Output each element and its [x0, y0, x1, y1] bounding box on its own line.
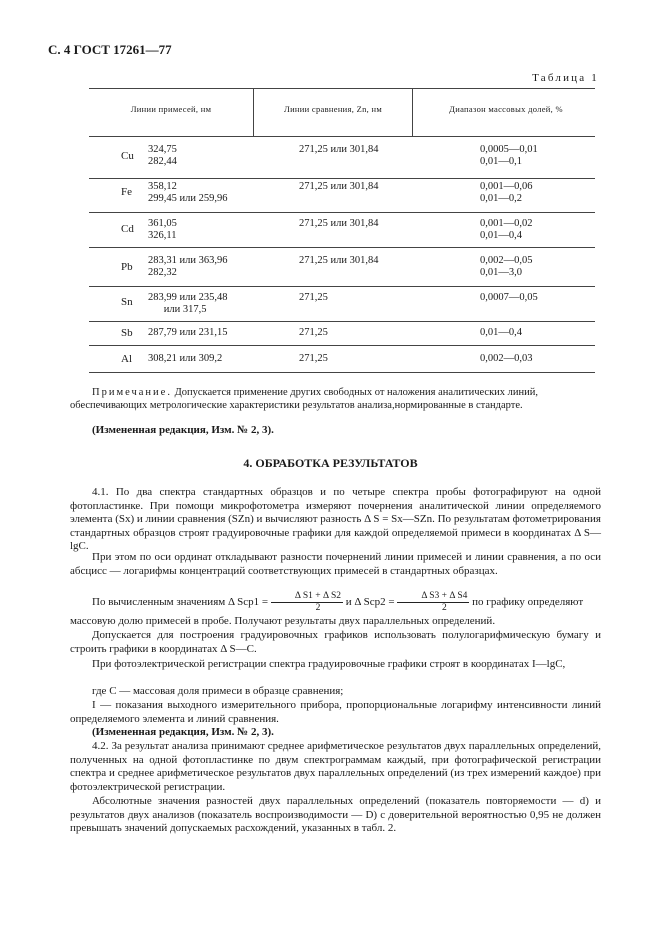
column-header-range: Диапазон массовых долей, % — [449, 104, 563, 114]
formula-trailing-text: по графику определяют — [472, 596, 584, 609]
comparison-line: 271,25 или 301,84 — [299, 255, 379, 266]
paragraph: массовую долю примесей в пробе. Получают результаты двух параллельных определений. — [70, 615, 496, 627]
impurity-lines: 283,31 или 363,96 282,32 — [148, 255, 228, 278]
row-divider — [89, 178, 595, 179]
comparison-line: 271,25 — [299, 327, 328, 338]
table-caption: Таблица 1 — [532, 72, 599, 84]
mass-fraction-range: 0,002—0,05 0,01—3,0 — [480, 255, 533, 278]
element-symbol: Sn — [121, 296, 133, 308]
column-header-lines: Линии примесей, нм — [130, 104, 212, 114]
element-symbol: Pb — [121, 261, 133, 273]
note-text: Допускается применение других свободных от наложения аналитических линий, обеспечивающих метрологические характеристики результатов анализа,нормированные в стандарте. — [70, 387, 539, 411]
column-divider — [412, 88, 413, 136]
paragraph: При этом по оси ординат откладывают разности почернений линии примесей и линии сравнения, а по оси абсцисс — логарифмы концентраций соответствующих примесей в стандартных образцах. — [70, 551, 601, 577]
mass-fraction-range: 0,0005—0,01 0,01—0,1 — [480, 144, 538, 167]
paragraph-4-1: 4.1. По два спектра стандартных образцов и по четыре спектра пробы фотографируют на одной фотопластинке. При помощи микрофотометра измеряют почернения аналитической линии определяемого элемента (Sx) и линии сравнения (SZn) и вычисляют разность Δ S = Sx—SZn. По результатам фотометрирования стандартных образцов строят градуировочные графики для каждой определяемой примеси в координатах Δ S—lgC. — [70, 486, 601, 553]
formula-denominator: 2 — [315, 603, 321, 613]
formula-numerator: Δ S3 + Δ S4 — [397, 591, 469, 603]
row-divider — [89, 345, 595, 346]
formula-lead-text: По вычисленным значениям Δ Sср1 = — [92, 596, 269, 609]
mass-fraction-range: 0,002—0,03 — [480, 353, 533, 364]
revision-note: (Измененная редакция, Изм. № 2, 3). — [92, 726, 274, 738]
impurity-lines: 287,79 или 231,15 — [148, 327, 228, 338]
element-symbol: Cd — [121, 223, 134, 235]
formula-numerator: Δ S1 + Δ S2 — [271, 591, 343, 603]
table-top-rule — [89, 88, 595, 89]
row-divider — [89, 247, 595, 248]
paragraph-4-2: 4.2. За результат анализа принимают среднее арифметическое результатов двух параллельных определений, полученных на одной фотопластинке по двум спектрограммам каждый, при фотографической регистрации спектра и среднее арифметическое результатов двух параллельных определений (из трех измерений каждое) при фотоэлектрической регистрации. — [70, 740, 601, 793]
row-divider — [89, 321, 595, 322]
paragraph: При фотоэлектрической регистрации спектра градуировочные графики строят в координатах I—lgC, — [92, 658, 566, 670]
section-title: 4. ОБРАБОТКА РЕЗУЛЬТАТОВ — [243, 456, 418, 470]
row-divider — [89, 212, 595, 213]
comparison-line: 271,25 или 301,84 — [299, 144, 379, 155]
mass-fraction-range: 0,0007—0,05 — [480, 292, 538, 303]
impurity-lines: 358,12 299,45 или 259,96 — [148, 181, 228, 204]
table-header-rule — [89, 136, 595, 137]
formula-mid-text: и Δ Sср2 = — [345, 596, 395, 609]
comparison-line: 271,25 или 301,84 — [299, 181, 379, 192]
table-bottom-rule — [89, 372, 595, 373]
element-symbol: Fe — [121, 186, 132, 198]
paragraph: Допускается для построения градуировочных графиков использовать полулогарифмическую бумагу и строить графики в координатах Δ S—C. — [70, 629, 601, 655]
impurity-lines: 361,05 326,11 — [148, 218, 177, 241]
formula-mean-2 — [397, 591, 469, 614]
mass-fraction-range: 0,01—0,4 — [480, 327, 522, 338]
comparison-line: 271,25 — [299, 292, 328, 303]
paragraph-formula — [70, 591, 601, 614]
revision-note: (Измененная редакция, Изм. № 2, 3). — [92, 424, 274, 436]
column-header-compare: Линии сравнения, Zn, нм — [284, 104, 382, 114]
column-divider — [253, 88, 254, 136]
comparison-line: 271,25 или 301,84 — [299, 218, 379, 229]
mass-fraction-range: 0,001—0,06 0,01—0,2 — [480, 181, 533, 204]
mass-fraction-range: 0,001—0,02 0,01—0,4 — [480, 218, 533, 241]
element-symbol: Cu — [121, 150, 134, 162]
element-symbol: Sb — [121, 327, 133, 339]
element-symbol: Al — [121, 353, 132, 365]
formula-mean-1 — [271, 591, 343, 614]
paragraph: где C — массовая доля примеси в образце сравнения; — [92, 685, 344, 697]
formula-denominator: 2 — [441, 603, 447, 613]
row-divider — [89, 286, 595, 287]
impurity-lines: 308,21 или 309,2 — [148, 353, 223, 364]
impurity-lines: 324,75 282,44 — [148, 144, 177, 167]
paragraph: I — показания выходного измерительного прибора, пропорциональные логарифму интенсивности линий определяемого элемента и линий сравнения. — [70, 699, 601, 725]
page-header: С. 4 ГОСТ 17261—77 — [48, 42, 172, 57]
comparison-line: 271,25 — [299, 353, 328, 364]
table-note — [70, 386, 601, 412]
paragraph: Абсолютные значения разностей двух параллельных определений (показатель повторяемости — d) и результатов двух анализов (показатель воспроизводимости — D) с доверительной вероятностью 0,95 не должен превышать значений допускаемых расхождений, указанных в табл. 2. — [70, 795, 601, 835]
note-lead: Примечание. — [92, 387, 172, 398]
impurity-lines: 283,99 или 235,48 или 317,5 — [148, 292, 228, 315]
